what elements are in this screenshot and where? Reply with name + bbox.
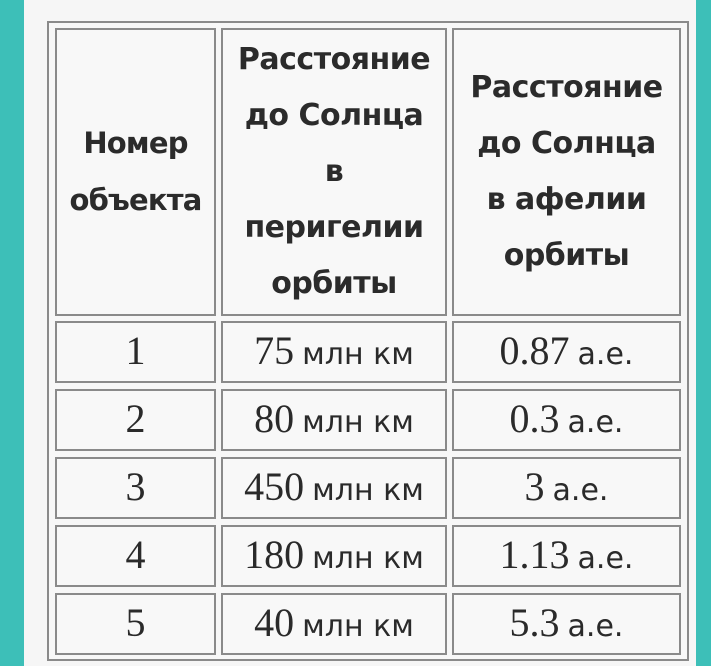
table-row-4-aphelion xyxy=(452,525,681,587)
aphelion-unit: а.е. xyxy=(577,541,634,576)
row-number: 2 xyxy=(125,396,146,441)
header-perihelion-distance xyxy=(221,28,447,316)
perihelion-unit: млн км xyxy=(312,541,424,576)
perihelion-value: 80 xyxy=(254,396,295,441)
aphelion-unit: а.е. xyxy=(577,337,634,372)
perihelion-value: 75 xyxy=(254,328,295,373)
table-row-3-aphelion xyxy=(452,457,681,519)
document-page xyxy=(24,0,696,666)
table-row-5-number xyxy=(55,593,216,655)
orbit-table xyxy=(47,21,689,661)
row-number: 5 xyxy=(125,600,146,645)
table-row-1-perihelion xyxy=(221,321,447,383)
table-row-2-number xyxy=(55,389,216,451)
aphelion-value: 0.3 xyxy=(509,396,560,441)
table-row-5-perihelion xyxy=(221,593,447,655)
header-aphelion-distance xyxy=(452,28,681,316)
table-row-2-perihelion xyxy=(221,389,447,451)
perihelion-unit: млн км xyxy=(302,405,414,440)
row-number: 4 xyxy=(125,532,146,577)
aphelion-unit: а.е. xyxy=(552,473,609,508)
header-object-number xyxy=(55,28,216,316)
perihelion-unit: млн км xyxy=(302,609,414,644)
aphelion-unit: а.е. xyxy=(567,609,624,644)
perihelion-value: 450 xyxy=(244,464,305,509)
table-row-2-aphelion xyxy=(452,389,681,451)
perihelion-value: 180 xyxy=(244,532,305,577)
aphelion-value: 5.3 xyxy=(509,600,560,645)
aphelion-unit: а.е. xyxy=(567,405,624,440)
row-number: 1 xyxy=(125,328,146,373)
table-row-4-perihelion xyxy=(221,525,447,587)
table-row-4-number xyxy=(55,525,216,587)
aphelion-value: 0.87 xyxy=(499,328,570,373)
perihelion-unit: млн км xyxy=(312,473,424,508)
table-row-1-aphelion xyxy=(452,321,681,383)
aphelion-value: 3 xyxy=(524,464,545,509)
table-row-5-aphelion xyxy=(452,593,681,655)
header-object-number-label: Номер объекта xyxy=(69,126,202,217)
perihelion-value: 40 xyxy=(254,600,295,645)
header-perihelion-label: Расстояние до Солнца в перигелии орбиты xyxy=(237,42,431,301)
aphelion-value: 1.13 xyxy=(499,532,570,577)
row-number: 3 xyxy=(125,464,146,509)
table-row-3-perihelion xyxy=(221,457,447,519)
perihelion-unit: млн км xyxy=(302,337,414,372)
table-row-1-number xyxy=(55,321,216,383)
table-row-3-number xyxy=(55,457,216,519)
header-aphelion-label: Расстояние до Солнца в афелии орбиты xyxy=(470,70,663,273)
